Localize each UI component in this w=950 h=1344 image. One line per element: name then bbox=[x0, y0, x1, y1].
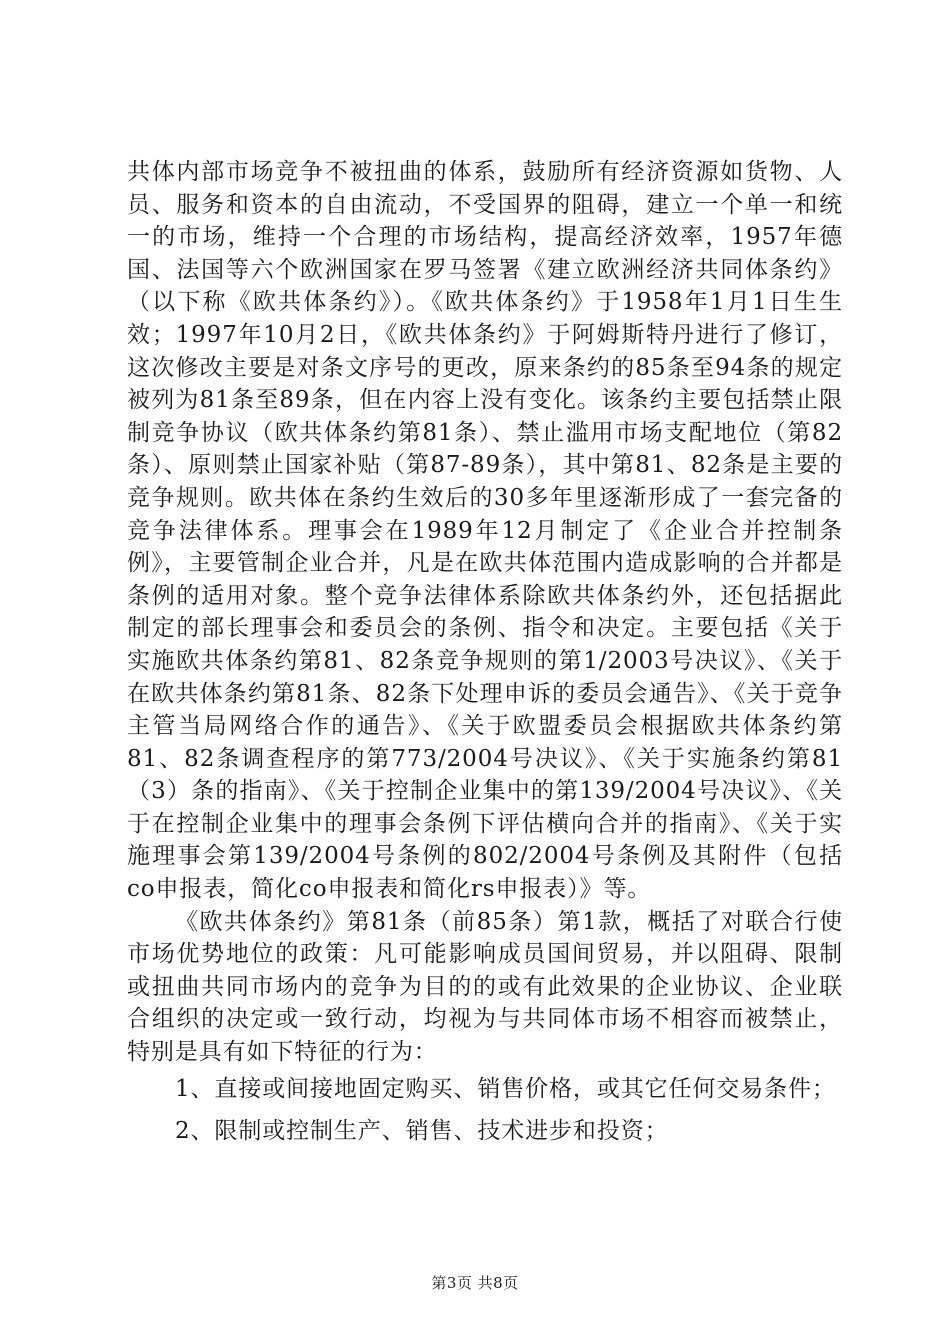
list-item-1: 1、直接或间接地固定购买、销售价格，或其它任何交易条件； bbox=[175, 1075, 836, 1102]
page-footer: 第3页 共8页 bbox=[431, 1274, 519, 1292]
document-body bbox=[127, 156, 843, 1148]
paragraph-1: 共体内部市场竞争不被扭曲的体系，鼓励所有经济资源如货物、人员、服务和资本的自由流动，不受国界的阻碍，建立一个单一和统一的市场，维持一个合理的市场结构，提高经济效率，1957年德国、法国等六个欧洲国家在罗马签署《建立欧洲经济共同体条约》（以下称《欧共体条约》）。《欧共体条约》于1958年1月1日生生效；1997年10月2日，《欧共体条约》于阿姆斯特丹进行了修订，这次修改主要是对条文序号的更改，原来条约的85条至94条的规定被列为81条至89条，但在内容上没有变化。该条约主要包括禁止限制竞争协议（欧共体条约第81条）、禁止滥用市场支配地位（第82条）、原则禁止国家补贴（第87-89条），其中第81、82条是主要的竞争规则。欧共体在条约生效后的30多年里逐渐形成了一套完备的竞争法律体系。理事会在1989年12月制定了《企业合并控制条例》，主要管制企业合并，凡是在欧共体范围内造成影响的合并都是条例的适用对象。整个竞争法律体系除欧共体条约外，还包括据此制定的部长理事会和委员会的条例、指令和决定。主要包括《关于实施欧共体条约第81、82条竞争规则的第1/2003号决议》、《关于在欧共体条约第81条、82条下处理申诉的委员会通告》、《关于竞争主管当局网络合作的通告》、《关于欧盟委员会根据欧共体条约第81、82条调查程序的第773/2004号决议》、《关于实施条约第81（3）条的指南》、《关于控制企业集中的第139/2004号决议》、《关于在控制企业集中的理事会条例下评估横向合并的指南》、《关于实施理事会第139/2004号条例的802/2004号条例及其附件（包括co申报表，简化co申报表和简化rs申报表）》等。 bbox=[127, 159, 843, 903]
paragraph-2: 《欧共体条约》第81条（前85条）第1款，概括了对联合行使市场优势地位的政策：凡可能影响成员国间贸易，并以阻碍、限制或扭曲共同市场内的竞争为目的的或有此效果的企业协议、企业联合组织的决定或一致行动，均视为与共同体市场不相容而被禁止，特别是具有如下特征的行为： bbox=[127, 908, 843, 1066]
list-item-2: 2、限制或控制生产、销售、技术进步和投资； bbox=[175, 1117, 669, 1144]
